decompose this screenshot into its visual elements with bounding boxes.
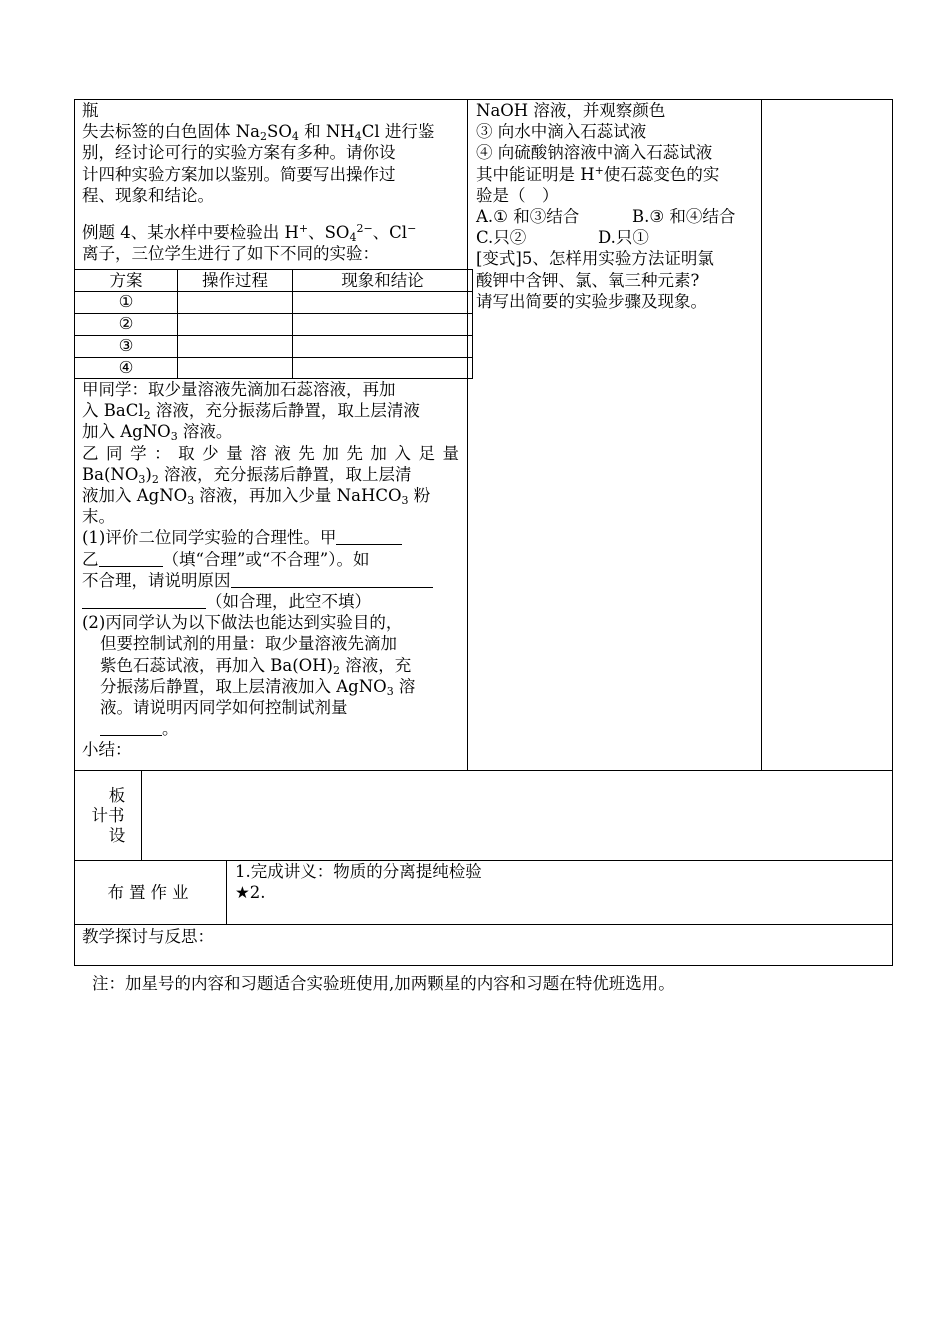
text-line: 计四种实验方案加以鉴别。简要写出操作过: [82, 164, 396, 184]
board-label-line: 设: [108, 826, 126, 845]
yi-line: 液加入 AgNO$_3$ 溶液，再加入少量 NaHCO$_3$ 粉: [82, 486, 431, 508]
option-d: D.只①: [598, 228, 649, 248]
row-line-board-top: [74, 770, 893, 771]
table-header-result: 现象和结论: [341, 271, 424, 290]
q1-line: [82, 591, 459, 612]
inner-table-col-line: [472, 269, 473, 378]
option-a: A.① 和③结合: [476, 207, 580, 227]
answer-blank-reason-cont[interactable]: [82, 592, 206, 609]
example4-line-2: 离子，三位学生进行了如下不同的实验：: [82, 244, 379, 264]
left-lower-text: [82, 379, 459, 761]
board-label-line: 计书: [91, 806, 125, 825]
frame-bottom-line: [74, 965, 893, 966]
example4-line: 例题 4、某水样中要检验出 H+、$SO_4^{2-}$、Cl−: [82, 222, 417, 245]
q2-line: 分振荡后静置，取上层清液加入 AgNO$_3$ 溶: [100, 676, 416, 698]
board-label-divider: [141, 770, 142, 860]
q1-text: （如合理，此空不填）: [206, 592, 371, 612]
option-c: C.只②: [476, 228, 527, 248]
table-header-operation: 操作过程: [202, 271, 268, 290]
row-line-reflection-top: [74, 924, 893, 925]
homework-item: 1.完成讲义：物质的分离提纯检验: [235, 862, 482, 881]
homework-label: 布置作业: [107, 883, 194, 902]
jia-line: 加入 AgNO$_3$ 溶液。: [82, 422, 233, 444]
text-line: 失去标签的白色固体 $Na_2SO_4$ 和 $NH_4Cl$ 进行鉴: [82, 122, 435, 144]
answer-blank-yi[interactable]: [99, 550, 163, 567]
options-row: [476, 227, 756, 248]
q2-line: 紫色石蕊试液，再加入 $Ba(OH)_2$ 溶液，充: [100, 655, 412, 677]
q2-line: 液。请说明丙同学如何控制试剂量: [100, 698, 348, 718]
answer-blank-reason[interactable]: [231, 571, 433, 588]
q1-line: [82, 527, 459, 548]
reflection-label: 教学探讨与反思：: [82, 927, 214, 946]
frame-right-line: [892, 99, 893, 966]
homework-item: ★2.: [235, 883, 266, 903]
board-design-label: [75, 786, 141, 846]
q1-line: [82, 549, 459, 570]
middle-text: [476, 100, 756, 312]
q1-text: （填“合理”或“不合理”）。如: [162, 549, 370, 569]
q1-text: (1)评价二位同学实验的合理性。甲: [82, 528, 337, 548]
text-line: 程、现象和结论。: [82, 185, 214, 205]
col-divider-1: [467, 99, 468, 771]
q1-prefix: 乙: [82, 549, 99, 569]
text-line: 别，经讨论可行的实验方案有多种。请你设: [82, 143, 396, 163]
text-line: 瓶: [82, 101, 99, 120]
table-row: ②: [118, 314, 134, 333]
table-row: ①: [118, 292, 134, 311]
variant-line: [变式]5、怎样用实验方法证明氯: [476, 249, 714, 269]
middle-line: 其中能证明是 H+使石蕊变色的实: [476, 163, 720, 184]
middle-line: 验是（ ）: [476, 185, 559, 205]
answer-blank-bing[interactable]: [100, 719, 162, 736]
yi-line: 乙同学：取少量溶液先加先加入足量: [82, 443, 459, 463]
middle-line: ④ 向硫酸钠溶液中滴入石蕊试液: [476, 143, 713, 163]
q2-line: [100, 718, 459, 739]
jia-line: 入 BaCl$_2$ 溶液，充分振荡后静置，取上层清液: [82, 401, 420, 423]
q2-end: 。: [162, 719, 179, 739]
left-top-text: [82, 100, 460, 264]
homework-label-divider: [226, 860, 227, 924]
yi-line: $Ba(NO_3)_2$ 溶液，充分振荡后静置，取上层清: [82, 464, 412, 486]
q1-line: [82, 570, 459, 591]
q2-line: (2)丙同学认为以下做法也能达到实验目的，: [82, 613, 403, 633]
table-row: ③: [118, 336, 134, 355]
q2-line: 但要控制试剂的用量：取少量溶液先滴加: [100, 634, 397, 654]
yi-line: 末。: [82, 507, 115, 527]
col-divider-2: [761, 99, 762, 771]
options-row: [476, 206, 756, 227]
variant-line: 酸钾中含钾、氯、氧三种元素?: [476, 270, 700, 290]
variant-line: 请写出简要的实验步骤及现象。: [476, 291, 707, 311]
middle-line: NaOH 溶液，并观察颜色: [476, 101, 666, 120]
answer-blank-jia[interactable]: [336, 528, 402, 545]
jia-line: 甲同学：取少量溶液先滴加石蕊溶液，再加: [82, 380, 396, 399]
q1-text: 不合理，请说明原因: [82, 570, 231, 590]
table-header-plan: 方案: [109, 271, 143, 290]
option-b: B.③ 和④结合: [632, 207, 736, 227]
footnote: 注：加星号的内容和习题适合实验班使用,加两颗星的内容和习题在特优班选用。: [92, 974, 675, 993]
table-row: ④: [118, 358, 134, 377]
middle-line: ③ 向水中滴入石蕊试液: [476, 122, 647, 142]
summary-label: 小结：: [82, 740, 132, 760]
homework-items: [235, 861, 875, 903]
board-label-line: 板: [108, 786, 126, 805]
